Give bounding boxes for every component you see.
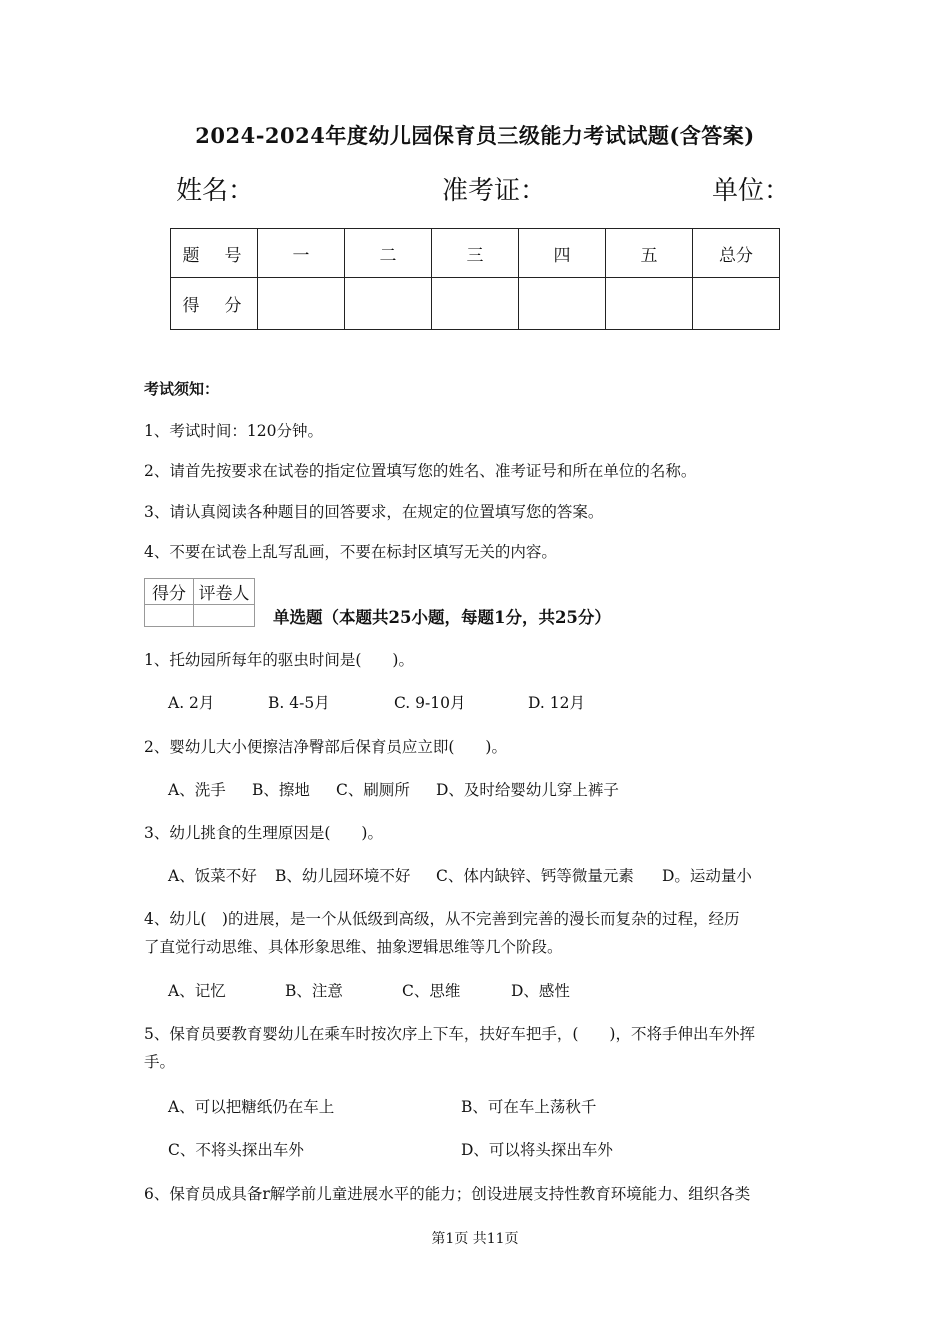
grader-reviewer-label: 评卷人 xyxy=(194,579,255,605)
question-stem: 4、幼儿( )的进展，是一个从低级到高级，从不完善到完善的漫长而复杂的过程，经历 xyxy=(144,910,740,928)
question-option: D、感性 xyxy=(511,982,570,1000)
question-option: A. 2月 xyxy=(168,694,215,712)
question-stem: 6、保育员成具备r解学前儿童进展水平的能力；创设进展支持性教育环境能力、组织各类 xyxy=(144,1185,751,1203)
question-option: C. 9-10月 xyxy=(394,694,466,712)
grader-reviewer-cell[interactable] xyxy=(194,605,255,627)
question-option: B. 4-5月 xyxy=(268,694,330,712)
question-stem: 3、幼儿挑食的生理原因是( )。 xyxy=(144,824,383,842)
score-cell[interactable] xyxy=(693,278,780,330)
question-option: C、思维 xyxy=(402,982,461,1000)
score-cell[interactable] xyxy=(606,278,693,330)
score-table-score-row xyxy=(171,278,780,330)
question-stem: 了直觉行动思维、具体形象思维、抽象逻辑思维等几个阶段。 xyxy=(144,938,563,956)
question-option: B、幼儿园环境不好 xyxy=(275,867,411,885)
score-table-header-cell: 一 xyxy=(258,229,345,278)
question-stem: 1、托幼园所每年的驱虫时间是( )。 xyxy=(144,651,414,669)
question-stem: 手。 xyxy=(144,1053,176,1071)
score-table-header-cell: 三 xyxy=(432,229,519,278)
question-option: B、注意 xyxy=(285,982,343,1000)
question-option: A、可以把糖纸仍在车上 xyxy=(168,1098,335,1116)
score-table-header-label: 题 号 xyxy=(171,229,258,278)
question-option: C、体内缺锌、钙等微量元素 xyxy=(436,867,634,885)
unit-field-label: 单位： xyxy=(712,176,791,206)
question-option: D、可以将头探出车外 xyxy=(461,1141,613,1159)
grader-box xyxy=(144,578,255,627)
question-option: D. 12月 xyxy=(528,694,585,712)
question-option: C、刷厕所 xyxy=(336,781,410,799)
score-table-header-cell: 四 xyxy=(519,229,606,278)
question-option: D。运动量小 xyxy=(662,867,752,885)
score-table-header-row xyxy=(171,229,780,278)
question-option: A、记忆 xyxy=(168,982,226,1000)
score-cell[interactable] xyxy=(258,278,345,330)
grader-score-cell[interactable] xyxy=(145,605,194,627)
notice-item: 2、请首先按要求在试卷的指定位置填写您的姓名、准考证号和所在单位的名称。 xyxy=(144,462,697,480)
question-option: A、洗手 xyxy=(168,781,226,799)
score-cell[interactable] xyxy=(345,278,432,330)
question-stem: 2、婴幼儿大小便擦洁净臀部后保育员应立即( )。 xyxy=(144,738,507,756)
document-title: 2024-2024年度幼儿园保育员三级能力考试试题(含答案) xyxy=(195,123,755,148)
question-option: C、不将头探出车外 xyxy=(168,1141,304,1159)
question-option: B、可在车上荡秋千 xyxy=(461,1098,597,1116)
page-footer: 第1页 共11页 xyxy=(431,1231,519,1247)
score-table-header-cell: 五 xyxy=(606,229,693,278)
question-option: D、及时给婴幼儿穿上裤子 xyxy=(436,781,619,799)
score-table xyxy=(170,228,780,330)
score-table-header-cell: 二 xyxy=(345,229,432,278)
question-stem: 5、保育员要教育婴幼儿在乘车时按次序上下车，扶好车把手，( )，不将手伸出车外挥 xyxy=(144,1025,755,1043)
question-option: A、饭菜不好 xyxy=(168,867,257,885)
exam-id-field-label: 准考证： xyxy=(442,176,547,206)
name-field-label: 姓名： xyxy=(176,176,255,206)
score-cell[interactable] xyxy=(519,278,606,330)
score-cell[interactable] xyxy=(432,278,519,330)
notice-item: 3、请认真阅读各种题目的回答要求，在规定的位置填写您的答案。 xyxy=(144,503,604,521)
notice-heading: 考试须知： xyxy=(144,380,220,398)
score-table-header-cell: 总分 xyxy=(693,229,780,278)
notice-item: 1、考试时间：120分钟。 xyxy=(144,422,323,440)
notice-item: 4、不要在试卷上乱写乱画，不要在标封区填写无关的内容。 xyxy=(144,543,557,561)
section-title: 单选题（本题共25小题，每题1分，共25分） xyxy=(273,608,611,627)
question-option: B、擦地 xyxy=(252,781,310,799)
grader-score-label: 得分 xyxy=(145,579,194,605)
score-table-row-label: 得 分 xyxy=(171,278,258,330)
